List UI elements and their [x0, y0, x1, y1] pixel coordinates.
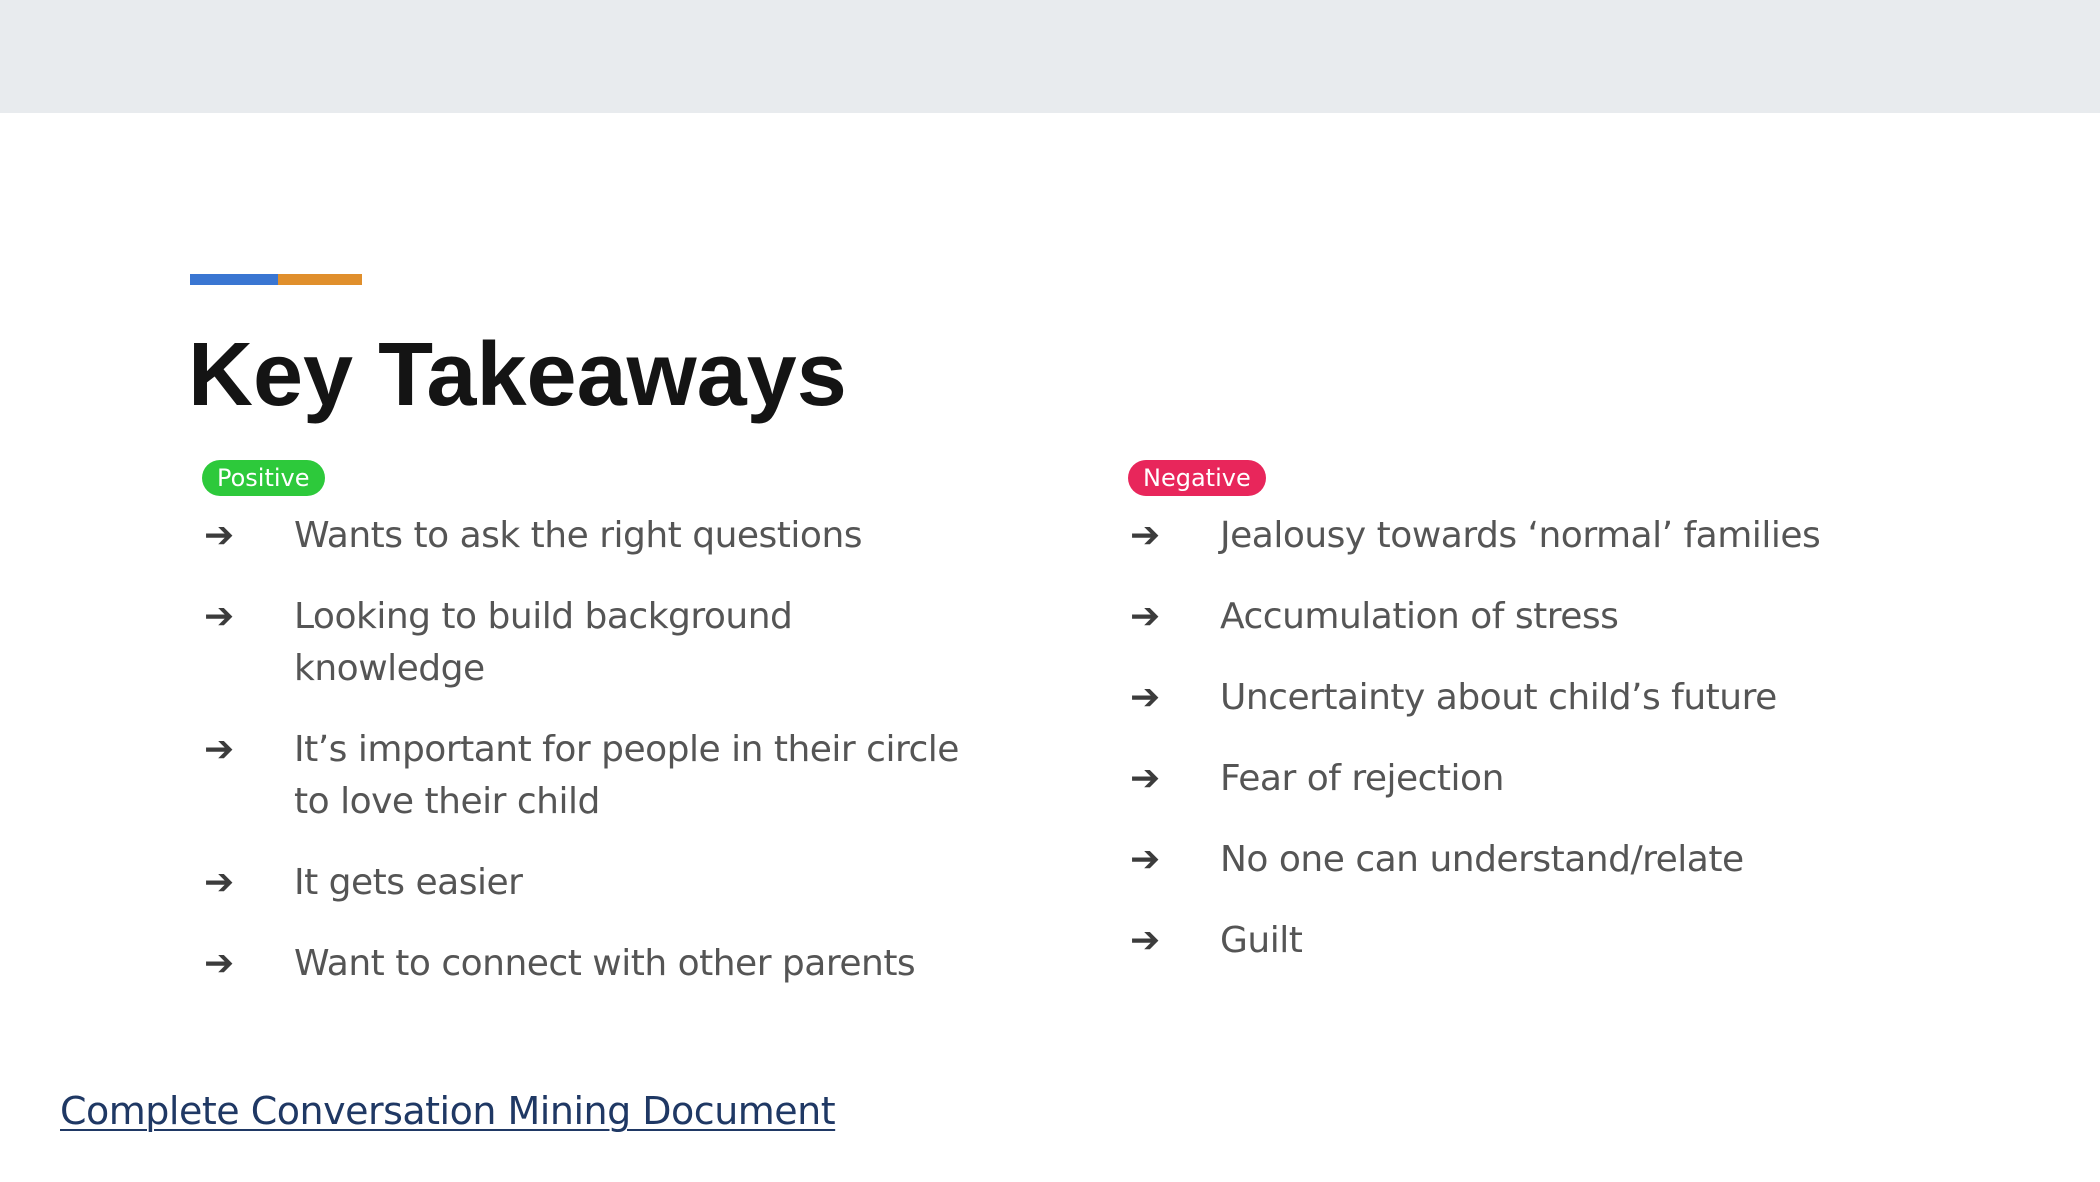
- list-item-text: No one can understand/relate: [1220, 839, 1744, 880]
- list-item-text: Guilt: [1220, 920, 1303, 961]
- arrow-right-icon: ➔: [204, 515, 235, 556]
- list-item: [202, 938, 1002, 990]
- list-item: [1128, 834, 1928, 886]
- accent-bar-orange-segment: [278, 274, 362, 285]
- header-band: [0, 0, 2100, 113]
- list-item-text: Uncertainty about child’s future: [1220, 677, 1777, 718]
- positive-column: [202, 460, 1002, 1019]
- list-item: [202, 857, 1002, 909]
- list-item: [1128, 753, 1928, 805]
- list-item-text: Wants to ask the right questions: [294, 515, 863, 556]
- arrow-right-icon: ➔: [1130, 839, 1161, 880]
- list-item-text: Looking to build background knowledge: [294, 596, 793, 689]
- arrow-right-icon: ➔: [204, 596, 235, 637]
- list-item-text: Want to connect with other parents: [294, 943, 916, 984]
- list-item: [1128, 591, 1928, 643]
- positive-list: [202, 510, 1002, 990]
- list-item-text: It’s important for people in their circle to love their child: [294, 729, 959, 822]
- list-item-text: Accumulation of stress: [1220, 596, 1619, 637]
- title-accent-bar: [190, 274, 362, 285]
- list-item-text: Jealousy towards ‘normal’ families: [1220, 515, 1821, 556]
- list-item: [202, 591, 1002, 695]
- negative-badge: Negative: [1128, 460, 1266, 496]
- arrow-right-icon: ➔: [1130, 677, 1161, 718]
- list-item-text: Fear of rejection: [1220, 758, 1504, 799]
- arrow-right-icon: ➔: [204, 943, 235, 984]
- list-item: [1128, 915, 1928, 967]
- arrow-right-icon: ➔: [204, 729, 235, 770]
- negative-list: [1128, 510, 1928, 967]
- positive-badge: Positive: [202, 460, 325, 496]
- list-item-text: It gets easier: [294, 862, 523, 903]
- accent-bar-blue-segment: [190, 274, 278, 285]
- list-item: [1128, 672, 1928, 724]
- arrow-right-icon: ➔: [1130, 596, 1161, 637]
- list-item: [202, 724, 1002, 828]
- list-item: [1128, 510, 1928, 562]
- conversation-mining-document-link[interactable]: Complete Conversation Mining Document: [60, 1089, 836, 1133]
- arrow-right-icon: ➔: [204, 862, 235, 903]
- list-item: [202, 510, 1002, 562]
- arrow-right-icon: ➔: [1130, 758, 1161, 799]
- arrow-right-icon: ➔: [1130, 515, 1161, 556]
- page-title: Key Takeaways: [188, 325, 847, 425]
- arrow-right-icon: ➔: [1130, 920, 1161, 961]
- negative-column: [1128, 460, 1928, 996]
